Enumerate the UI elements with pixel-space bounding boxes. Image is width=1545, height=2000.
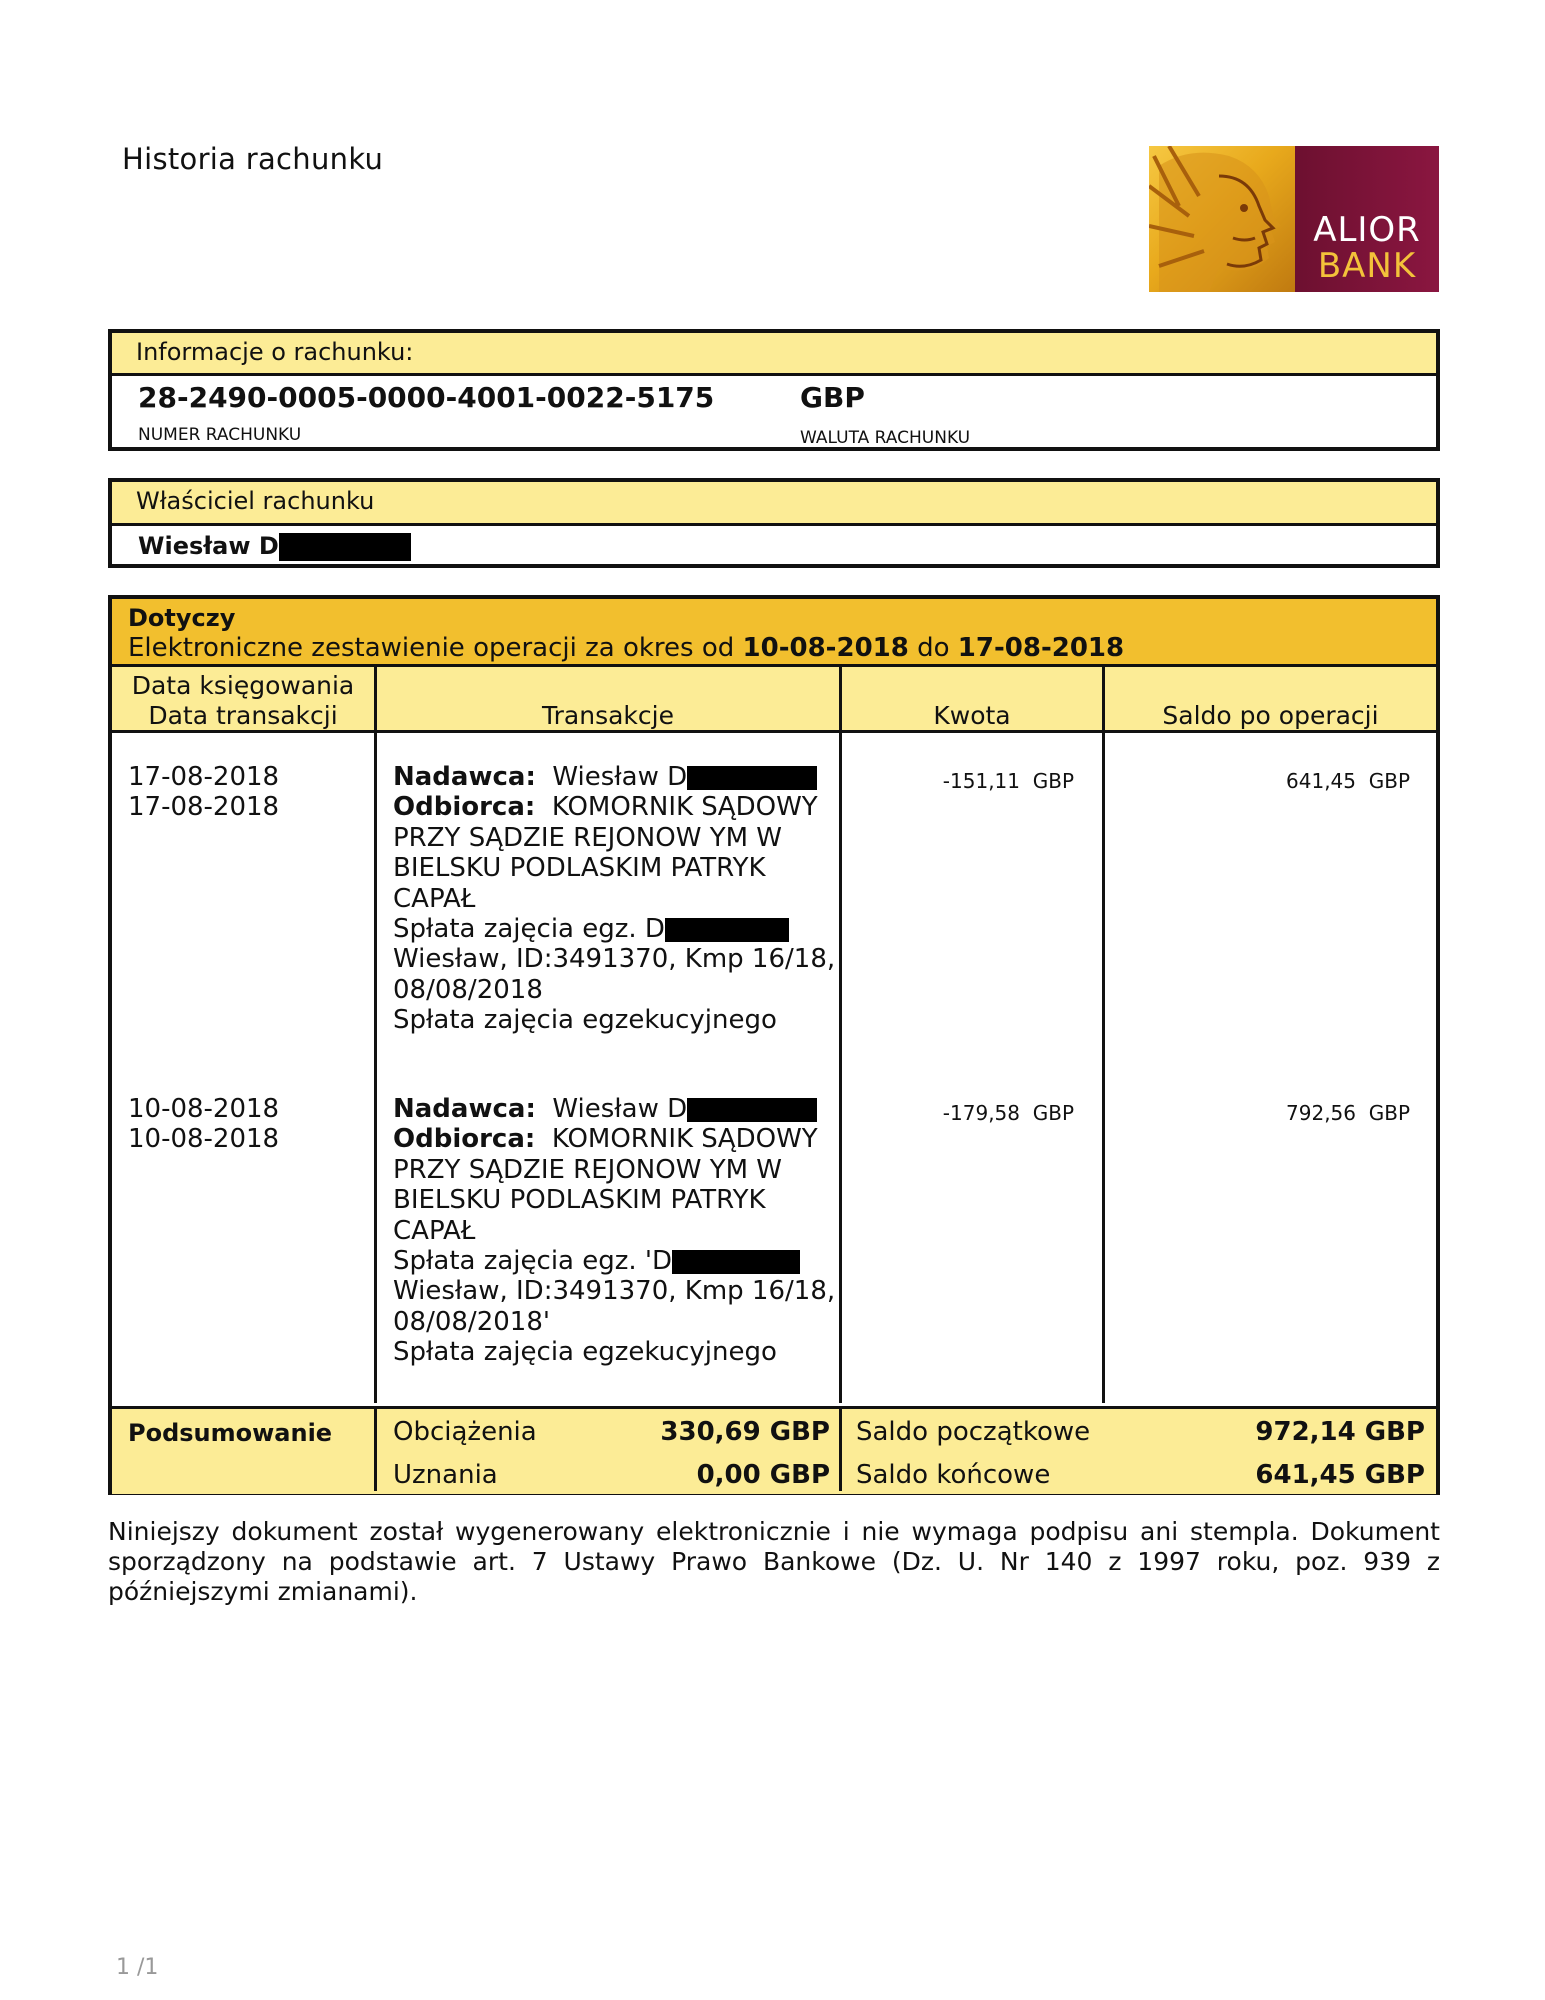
recipient-line: PRZY SĄDZIE REJONOW YM W — [393, 822, 782, 853]
amount-currency: GBP — [1032, 769, 1074, 793]
amount-value: -151,11 — [942, 769, 1020, 793]
recipient-line: KOMORNIK SĄDOWY — [551, 1124, 818, 1155]
debits-value: 330,69 GBP — [660, 1417, 830, 1447]
logo-text-alior: ALIOR — [1313, 210, 1421, 250]
transaction-date: 17-08-2018 — [128, 792, 280, 823]
amount-value: -179,58 — [942, 1101, 1020, 1125]
title-line: Wiesław, ID:3491370, Kmp 16/18, — [393, 944, 836, 975]
sender-label: Nadawca: — [393, 1094, 536, 1124]
col-header-date-line1: Data księgowania — [131, 671, 355, 700]
statement-title: Dotyczy — [128, 604, 236, 632]
recipient-label: Odbiorca: — [393, 1124, 536, 1155]
transaction-details — [393, 1094, 835, 1368]
balance-value: 641,45 — [1286, 769, 1356, 793]
closing-balance-label: Saldo końcowe — [856, 1460, 1051, 1490]
redaction-bar — [687, 1098, 817, 1122]
balance-currency: GBP — [1368, 769, 1410, 793]
booking-date: 17-08-2018 — [128, 762, 280, 792]
title-line: Wiesław, ID:3491370, Kmp 16/18, — [393, 1276, 836, 1307]
col-header-transactions: Transakcje — [542, 701, 674, 730]
owner-header — [112, 482, 1436, 526]
title-line: 08/08/2018' — [393, 1306, 551, 1337]
footer-note: Niniejszy dokument został wygenerowany elektronicznie i nie wymaga podpisu ani stempla. Dokument sporządzony na podstawie art. 7 Ustawy Prawo Bankowe (Dz. U. Nr 140 z 1997 roku, poz. 939 z późniejszymi zmianami). — [108, 1517, 1440, 1606]
redaction-bar — [672, 1250, 800, 1274]
period-prefix: Elektroniczne zestawienie operacji za okres od — [128, 633, 743, 663]
recipient-line: CAPAŁ — [393, 883, 476, 914]
title-line: Spłata zajęcia egz. D — [393, 914, 665, 945]
amount-currency: GBP — [1032, 1101, 1074, 1125]
column-divider — [374, 1409, 377, 1491]
credits-label: Uznania — [393, 1460, 498, 1490]
redaction-bar — [687, 766, 817, 790]
redaction-bar — [665, 918, 789, 942]
sender-label: Nadawca: — [393, 762, 536, 792]
period-from: 10-08-2018 — [742, 633, 909, 663]
helmet-head-icon — [1149, 146, 1295, 292]
credits-value: 0,00 GBP — [696, 1460, 830, 1490]
transaction-amount — [842, 1101, 1074, 1125]
balance-value: 792,56 — [1286, 1101, 1356, 1125]
sender-name: Wiesław D — [552, 762, 688, 792]
col-header-date-line2: Data transakcji — [148, 701, 338, 730]
transaction-description: Spłata zajęcia egzekucyjnego — [393, 1005, 777, 1036]
transaction-amount — [842, 769, 1074, 793]
recipient-line: PRZY SĄDZIE REJONOW YM W — [393, 1154, 782, 1185]
owner-box — [108, 478, 1440, 568]
balance-after — [1105, 1101, 1410, 1125]
logo-panel — [1295, 146, 1439, 292]
recipient-line: BIELSKU PODLASKIM PATRYK — [393, 1185, 766, 1216]
period-mid: do — [908, 633, 958, 663]
transactions-table — [108, 595, 1440, 1495]
account-number: 28-2490-0005-0000-4001-0022-5175 — [138, 381, 715, 414]
opening-balance-label: Saldo początkowe — [856, 1417, 1091, 1447]
account-currency-label: WALUTA RACHUNKU — [800, 428, 971, 448]
balance-after — [1105, 769, 1410, 793]
redaction-bar — [279, 533, 411, 561]
column-divider — [839, 1409, 842, 1491]
summary-label: Podsumowanie — [128, 1419, 333, 1447]
account-info-header-text: Informacje o rachunku: — [136, 338, 414, 366]
period-to: 17-08-2018 — [957, 633, 1125, 663]
page-number: 1 /1 — [116, 1955, 159, 1980]
recipient-line: KOMORNIK SĄDOWY — [551, 792, 818, 823]
closing-balance-value: 641,45 GBP — [1255, 1460, 1425, 1490]
summary-row — [112, 1406, 1436, 1494]
page-title: Historia rachunku — [122, 142, 384, 176]
debits-label: Obciążenia — [393, 1417, 537, 1447]
account-number-label: NUMER RACHUNKU — [138, 425, 302, 445]
recipient-label: Odbiorca: — [393, 792, 536, 823]
col-header-date — [112, 671, 374, 731]
title-line: Spłata zajęcia egz. 'D — [393, 1246, 673, 1277]
col-header-amount: Kwota — [933, 701, 1011, 730]
transaction-details — [393, 762, 835, 1036]
transaction-date: 10-08-2018 — [128, 1124, 280, 1155]
booking-date: 10-08-2018 — [128, 1094, 280, 1124]
opening-balance-value: 972,14 GBP — [1255, 1417, 1425, 1447]
account-currency: GBP — [800, 381, 865, 414]
account-info-box — [108, 329, 1440, 451]
owner-header-text: Właściciel rachunku — [136, 487, 375, 515]
balance-currency: GBP — [1368, 1101, 1410, 1125]
recipient-line: CAPAŁ — [393, 1215, 476, 1246]
statement-period — [128, 633, 1124, 663]
col-header-balance: Saldo po operacji — [1162, 701, 1379, 730]
recipient-line: BIELSKU PODLASKIM PATRYK — [393, 853, 766, 884]
transaction-dates — [128, 762, 279, 823]
transaction-description: Spłata zajęcia egzekucyjnego — [393, 1337, 777, 1368]
owner-name — [138, 532, 411, 561]
logo-text-bank: BANK — [1317, 246, 1417, 286]
alior-bank-logo — [1149, 146, 1439, 292]
sender-name: Wiesław D — [552, 1094, 688, 1124]
owner-name-text: Wiesław D — [138, 532, 279, 560]
account-info-header — [112, 333, 1436, 376]
statement-header — [112, 599, 1436, 667]
transaction-dates — [128, 1094, 279, 1155]
column-divider — [374, 667, 377, 1403]
title-line: 08/08/2018 — [393, 974, 543, 1005]
